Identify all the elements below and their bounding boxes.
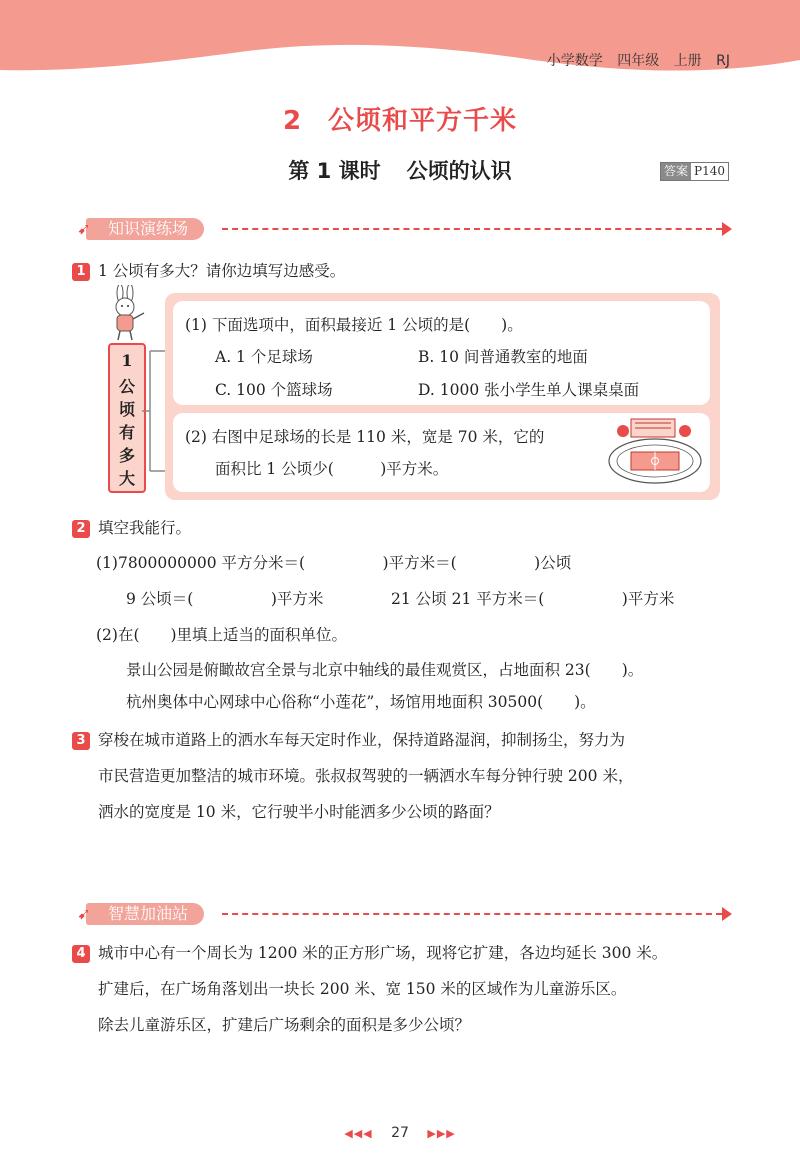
question-4 xyxy=(72,941,667,963)
page-footer xyxy=(0,1125,800,1141)
chapter-number: 2 xyxy=(282,106,303,136)
arrow-head-icon xyxy=(722,907,732,921)
question-3 xyxy=(72,728,625,750)
side-label-char: 大 xyxy=(118,469,135,488)
q3-line: 洒水的宽度是 10 米，它行驶半小时能洒多少公顷的路面？ xyxy=(98,803,500,821)
arrow-head-icon xyxy=(722,222,732,236)
side-label-char: 顷 xyxy=(118,400,135,419)
q4-line: 城市中心有一个周长为 1200 米的正方形广场，现将它扩建，各边均延长 300 米。 xyxy=(98,944,668,962)
section-tag: 知识演练场 xyxy=(86,218,204,240)
question-2 xyxy=(72,516,191,538)
arrow-icon: ➹ xyxy=(77,219,91,238)
q4-line: 扩建后，在广场角落划出一块长 200 米、宽 150 米的区域作为儿童游乐区。 xyxy=(98,980,627,998)
answer-page: P140 xyxy=(694,164,725,178)
page-number: 27 xyxy=(391,1125,409,1141)
q4-line: 除去儿童游乐区，扩建后广场剩余的面积是多少公顷？ xyxy=(98,1016,471,1034)
bracket-connector xyxy=(142,343,166,479)
q1-part2-line1: (2) 右图中足球场的长是 110 米，宽是 70 米，它的 xyxy=(185,428,545,446)
question-2-prompt: 填空我能行。 xyxy=(98,519,192,537)
question-number-badge: 1 xyxy=(72,263,90,281)
dashed-divider xyxy=(222,913,722,915)
book-meta: 小学数学 四年级 上册 RJ xyxy=(546,53,730,69)
prev-arrows-icon: ◀◀◀ xyxy=(344,1127,373,1140)
section-header-challenge xyxy=(72,900,732,928)
stadium-icon xyxy=(605,415,707,487)
q1-part2-line2: 面积比 1 公顷少( )平方米。 xyxy=(215,460,449,478)
chapter-title xyxy=(0,100,800,137)
option-b: B. 10 间普通教室的地面 xyxy=(418,348,588,366)
side-label-char: 公 xyxy=(118,377,135,396)
q1-panel xyxy=(165,293,720,500)
next-arrows-icon: ▶▶▶ xyxy=(427,1127,456,1140)
q2-line2a: 9 公顷＝( )平方米 xyxy=(126,590,324,608)
side-label-char: 1 xyxy=(121,351,133,370)
q2-line3: (2)在( )里填上适当的面积单位。 xyxy=(96,626,348,644)
q3-line: 市民营造更加整洁的城市环境。张叔叔驾驶的一辆洒水车每分钟行驶 200 米， xyxy=(98,767,634,785)
q2-line5: 杭州奥体中心网球中心俗称“小莲花”，场馆用地面积 30500( )。 xyxy=(126,693,596,711)
option-d: D. 1000 张小学生单人课桌桌面 xyxy=(418,381,640,399)
q1-part1-box xyxy=(173,301,710,405)
q2-line1: (1)7800000000 平方分米＝( )平方米＝( )公顷 xyxy=(96,554,572,572)
chapter-title-text: 公顷和平方千米 xyxy=(328,106,518,136)
q1-part2-box xyxy=(173,413,710,492)
q2-line2b: 21 公顷 21 平方米＝( )平方米 xyxy=(391,590,675,608)
option-a: A. 1 个足球场 xyxy=(215,348,313,366)
lesson-title-text: 公顷的认识 xyxy=(406,159,512,183)
lesson-label: 第 1 课时 xyxy=(288,159,381,183)
question-1-prompt: 1 公顷有多大？请你边填写边感受。 xyxy=(98,262,346,280)
option-c: C. 100 个篮球场 xyxy=(215,381,333,399)
question-number-badge: 4 xyxy=(72,945,90,963)
answer-label: 答案 xyxy=(661,163,691,180)
q1-part1-stem: (1) 下面选项中，面积最接近 1 公顷的是( )。 xyxy=(185,316,523,334)
bunny-mascot-icon xyxy=(102,285,152,343)
question-number-badge: 2 xyxy=(72,520,90,538)
dashed-divider xyxy=(222,228,722,230)
answer-reference xyxy=(660,162,729,181)
q2-line4: 景山公园是俯瞰故宫全景与北京中轴线的最佳观赏区，占地面积 23( )。 xyxy=(126,661,644,679)
question-1 xyxy=(72,259,345,281)
side-label-char: 有 xyxy=(118,423,135,442)
q3-line: 穿梭在城市道路上的洒水车每天定时作业，保持道路湿润，抑制扬尘，努力为 xyxy=(98,731,626,749)
section-header-practice xyxy=(72,215,732,243)
side-label-char: 多 xyxy=(118,446,135,465)
arrow-icon: ➹ xyxy=(77,904,91,923)
section-tag: 智慧加油站 xyxy=(86,903,204,925)
question-number-badge: 3 xyxy=(72,732,90,750)
side-label-box xyxy=(108,343,146,493)
